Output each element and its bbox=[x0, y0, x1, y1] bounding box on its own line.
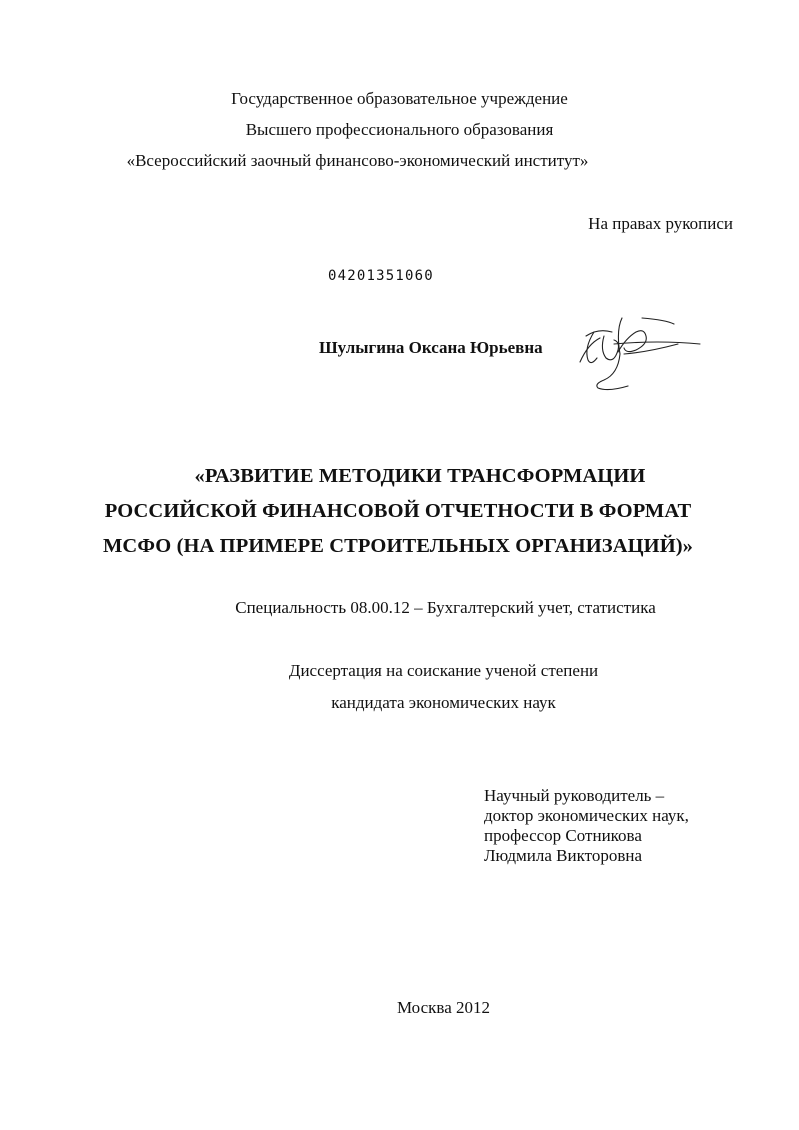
specialty: Специальность 08.00.12 – Бухгалтерский учет, статистика bbox=[235, 598, 656, 617]
supervisor-line-2: доктор экономических наук, bbox=[484, 806, 689, 825]
supervisor-line-3: профессор Сотникова bbox=[484, 826, 642, 845]
signature-icon bbox=[578, 314, 703, 392]
supervisor-line-4: Людмила Викторовна bbox=[484, 846, 642, 865]
author-name: Шулыгина Оксана Юрьевна bbox=[319, 338, 543, 357]
institution-line-1: Государственное образовательное учреждение bbox=[231, 89, 568, 108]
institution-line-3: «Всероссийский заочный финансово-экономический институт» bbox=[126, 151, 589, 170]
degree-line-1: Диссертация на соискание ученой степени bbox=[288, 661, 599, 680]
city-year: Москва 2012 bbox=[396, 998, 491, 1017]
degree-line-2: кандидата экономических наук bbox=[331, 693, 556, 712]
manuscript-note: На правах рукописи bbox=[588, 214, 733, 233]
supervisor-line-1: Научный руководитель – bbox=[484, 786, 665, 805]
title-line-3: МСФО (НА ПРИМЕРЕ СТРОИТЕЛЬНЫХ ОРГАНИЗАЦИЙ)» bbox=[102, 535, 694, 557]
institution-line-2: Высшего профессионального образования bbox=[245, 120, 554, 139]
catalog-number: 04201351060 bbox=[328, 268, 434, 284]
title-line-1: «РАЗВИТИЕ МЕТОДИКИ ТРАНСФОРМАЦИИ bbox=[194, 465, 646, 487]
title-line-2: РОССИЙСКОЙ ФИНАНСОВОЙ ОТЧЕТНОСТИ В ФОРМАТ bbox=[104, 500, 692, 522]
